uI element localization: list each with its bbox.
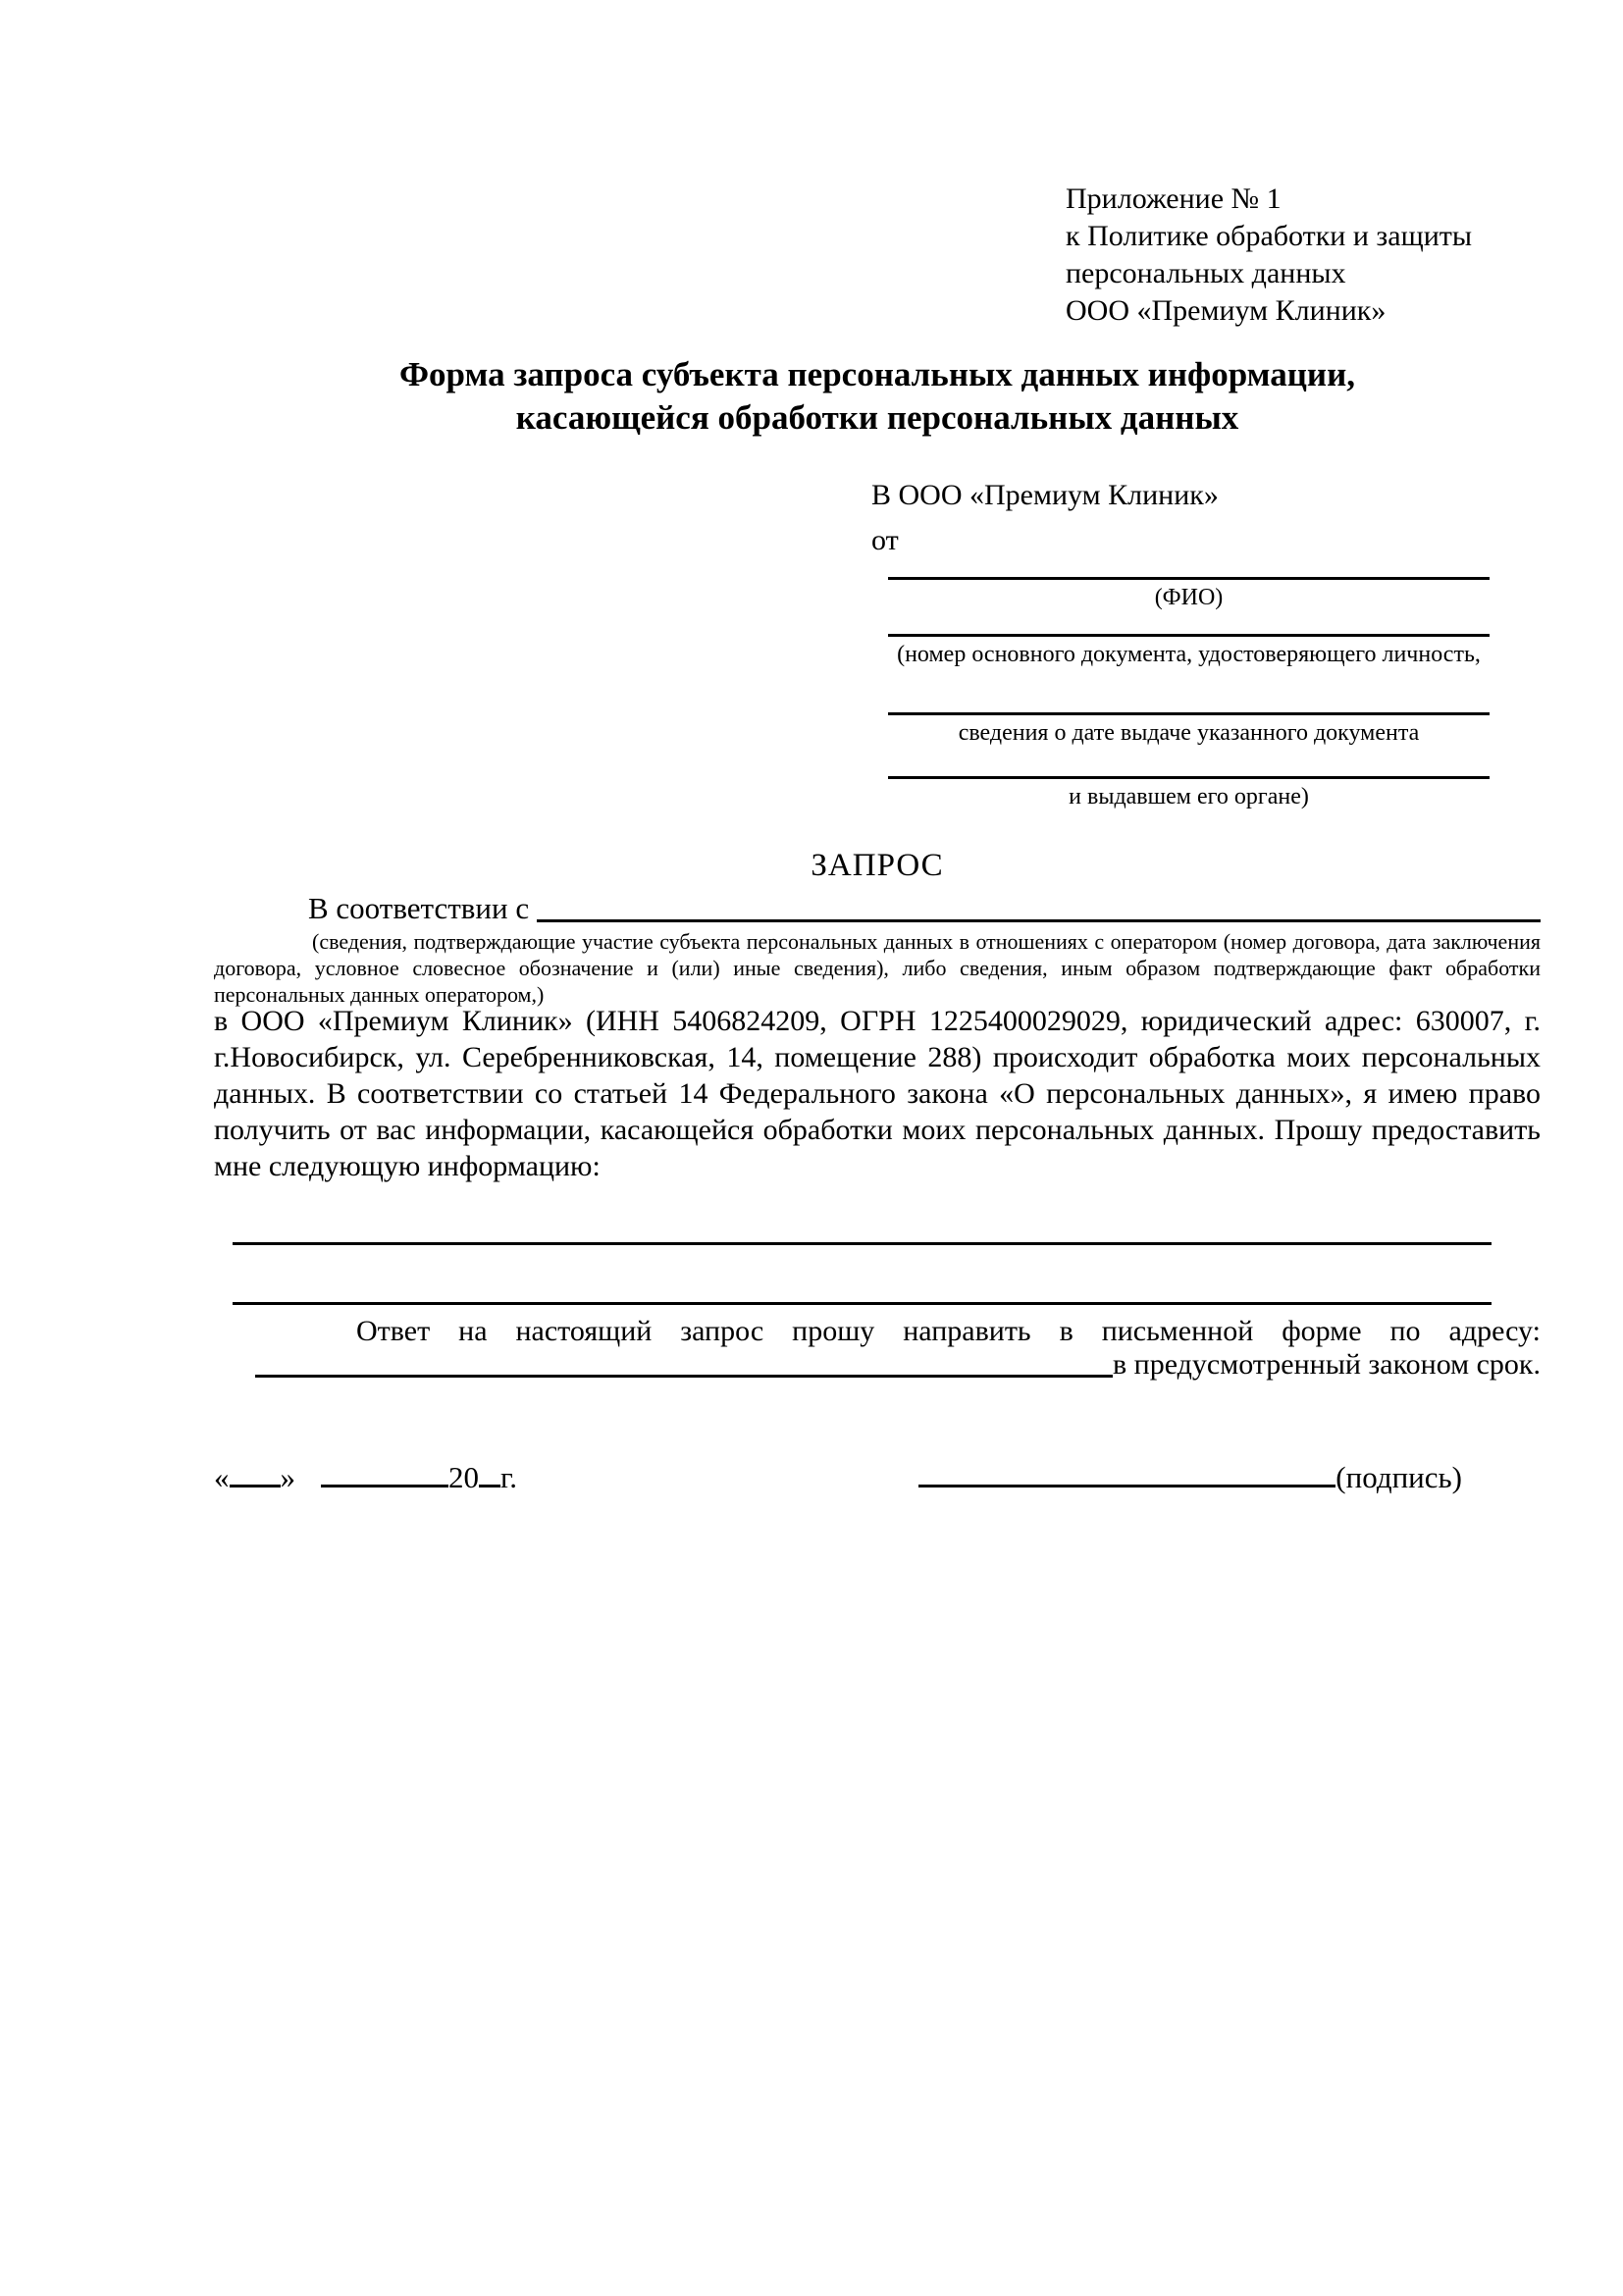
addressee-from-label: от	[871, 524, 899, 556]
date-close-quote: »	[280, 1460, 295, 1494]
address-blank-line	[255, 1346, 1113, 1378]
page-title-line-2: касающейся обработки персональных данных	[515, 398, 1239, 437]
page-title-line-1: Форма запроса субъекта персональных данных информации,	[398, 355, 1356, 393]
date-year-prefix: 20	[448, 1460, 479, 1494]
date-day-blank	[230, 1454, 281, 1487]
body-paragraph: в ООО «Премиум Клиник» (ИНН 5406824209, ОГРН 1225400029029, юридический адрес: 630007, г. г.Новосибирск, ул. Серебренниковская, 14, помещение 288) происходит обработка моих персональных данных. В соответствии со статьей 14 Федерального закона «О персональных данных», я имею право получить от вас информации, касающейся обработки моих персональных данных. Прошу предоставить мне следующую информацию:	[214, 1005, 1541, 1182]
field-issuing-authority	[888, 776, 1490, 810]
field-document-number	[888, 634, 1490, 668]
lead-text: В соответствии с	[308, 891, 530, 925]
date-field	[214, 1454, 517, 1497]
information-blank-line-2	[233, 1302, 1492, 1305]
appendix-line: персональных данных	[1066, 257, 1346, 289]
information-blank-line-1	[233, 1242, 1492, 1245]
footer-row	[214, 1454, 1462, 1497]
date-year-blank	[479, 1454, 500, 1487]
request-heading: ЗАПРОС	[811, 848, 944, 883]
date-month-blank	[321, 1454, 448, 1487]
date-year-suffix: г.	[500, 1460, 517, 1494]
lead-row	[214, 889, 1541, 928]
signature-field	[918, 1454, 1462, 1497]
issue-date-caption: сведения о дате выдаче указанного документа	[958, 720, 1420, 746]
appendix-block	[1066, 181, 1472, 330]
appendix-line: Приложение № 1	[1066, 183, 1282, 215]
document-number-caption: (номер основного документа, удостоверяющего личность,	[897, 642, 1481, 667]
field-fio	[888, 577, 1490, 611]
issuing-authority-caption: и выдавшем его органе)	[1069, 784, 1309, 809]
lead-blank-line	[537, 889, 1541, 922]
reply-tail-text: в предусмотренный законом срок.	[1113, 1348, 1541, 1381]
address-row	[255, 1346, 1541, 1383]
signature-blank-line	[918, 1454, 1335, 1487]
footnote-paragraph: (сведения, подтверждающие участие субъекта персональных данных в отношениях с оператором (номер договора, дата заключения договора, условное словесное обозначение и (или) иные сведения), либо сведения, иным образом подтверждающие факт обработки персональных данных оператором,)	[214, 929, 1541, 1007]
signature-caption: (подпись)	[1335, 1460, 1462, 1494]
reply-paragraph: Ответ на настоящий запрос прошу направить в письменной форме по адресу:	[356, 1315, 1541, 1347]
appendix-line: к Политике обработки и защиты	[1066, 220, 1473, 252]
date-open-quote: «	[214, 1460, 230, 1494]
addressee-to: В ООО «Премиум Клиник»	[871, 479, 1219, 511]
field-issue-date	[888, 712, 1490, 747]
fio-caption: (ФИО)	[1154, 585, 1224, 610]
page-title	[214, 353, 1541, 440]
appendix-line: ООО «Премиум Клиник»	[1066, 294, 1387, 327]
